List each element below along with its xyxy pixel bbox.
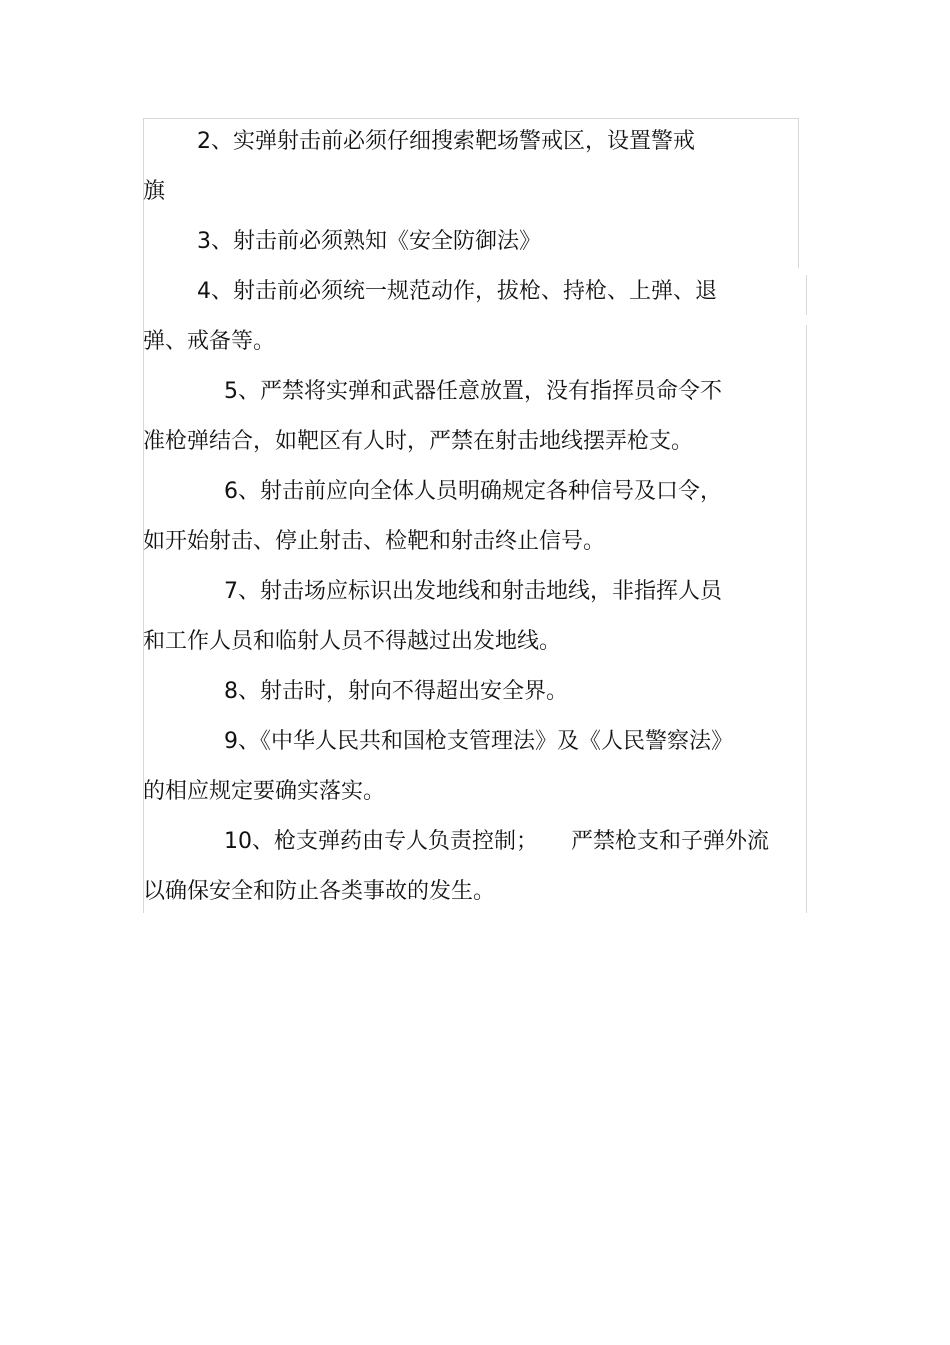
rule-7-line-1: 7、射击场应标识出发地线和射击地线，非指挥人员 — [224, 579, 722, 604]
frame-left-border-2 — [143, 268, 144, 913]
rule-5-line-1: 5、严禁将实弹和武器任意放置，没有指挥员命令不 — [224, 379, 722, 404]
rule-9-line-2: 的相应规定要确实落实。 — [143, 779, 386, 804]
rule-9-line-1: 9、《中华人民共和国枪支管理法》及《人民警察法》 — [224, 729, 733, 754]
rule-5-line-2: 准枪弹结合，如靶区有人时，严禁在射击地线摆弄枪支。 — [143, 429, 694, 454]
rule-3-line-1: 3、射击前必须熟知《安全防御法》 — [197, 229, 541, 254]
rule-2-line-2: 旗 — [143, 179, 166, 204]
frame-right-border-3 — [806, 325, 807, 913]
frame-right-border-2 — [806, 275, 807, 315]
rule-8-line-1: 8、射击时，射向不得超出安全界。 — [224, 679, 568, 704]
frame-right-border-1 — [798, 118, 799, 268]
frame-top-border — [143, 118, 799, 119]
rule-10-line-1: 10、枪支弹药由专人负责控制； 严禁枪支和子弹外流 — [224, 829, 769, 854]
rule-4-line-1: 4、射击前必须统一规范动作，拔枪、持枪、上弹、退 — [197, 279, 717, 304]
rule-6-line-1: 6、射击前应向全体人员明确规定各种信号及口令， — [224, 479, 722, 504]
rule-10-line-2: 以确保安全和防止各类事故的发生。 — [143, 879, 496, 904]
rule-7-line-2: 和工作人员和临射人员不得越过出发地线。 — [143, 629, 562, 654]
rule-6-line-2: 如开始射击、停止射击、检靶和射击终止信号。 — [143, 529, 606, 554]
rule-2-line-1: 2、实弹射击前必须仔细搜索靶场警戒区，设置警戒 — [197, 129, 695, 154]
rule-4-line-2: 弹、戒备等。 — [143, 329, 276, 354]
